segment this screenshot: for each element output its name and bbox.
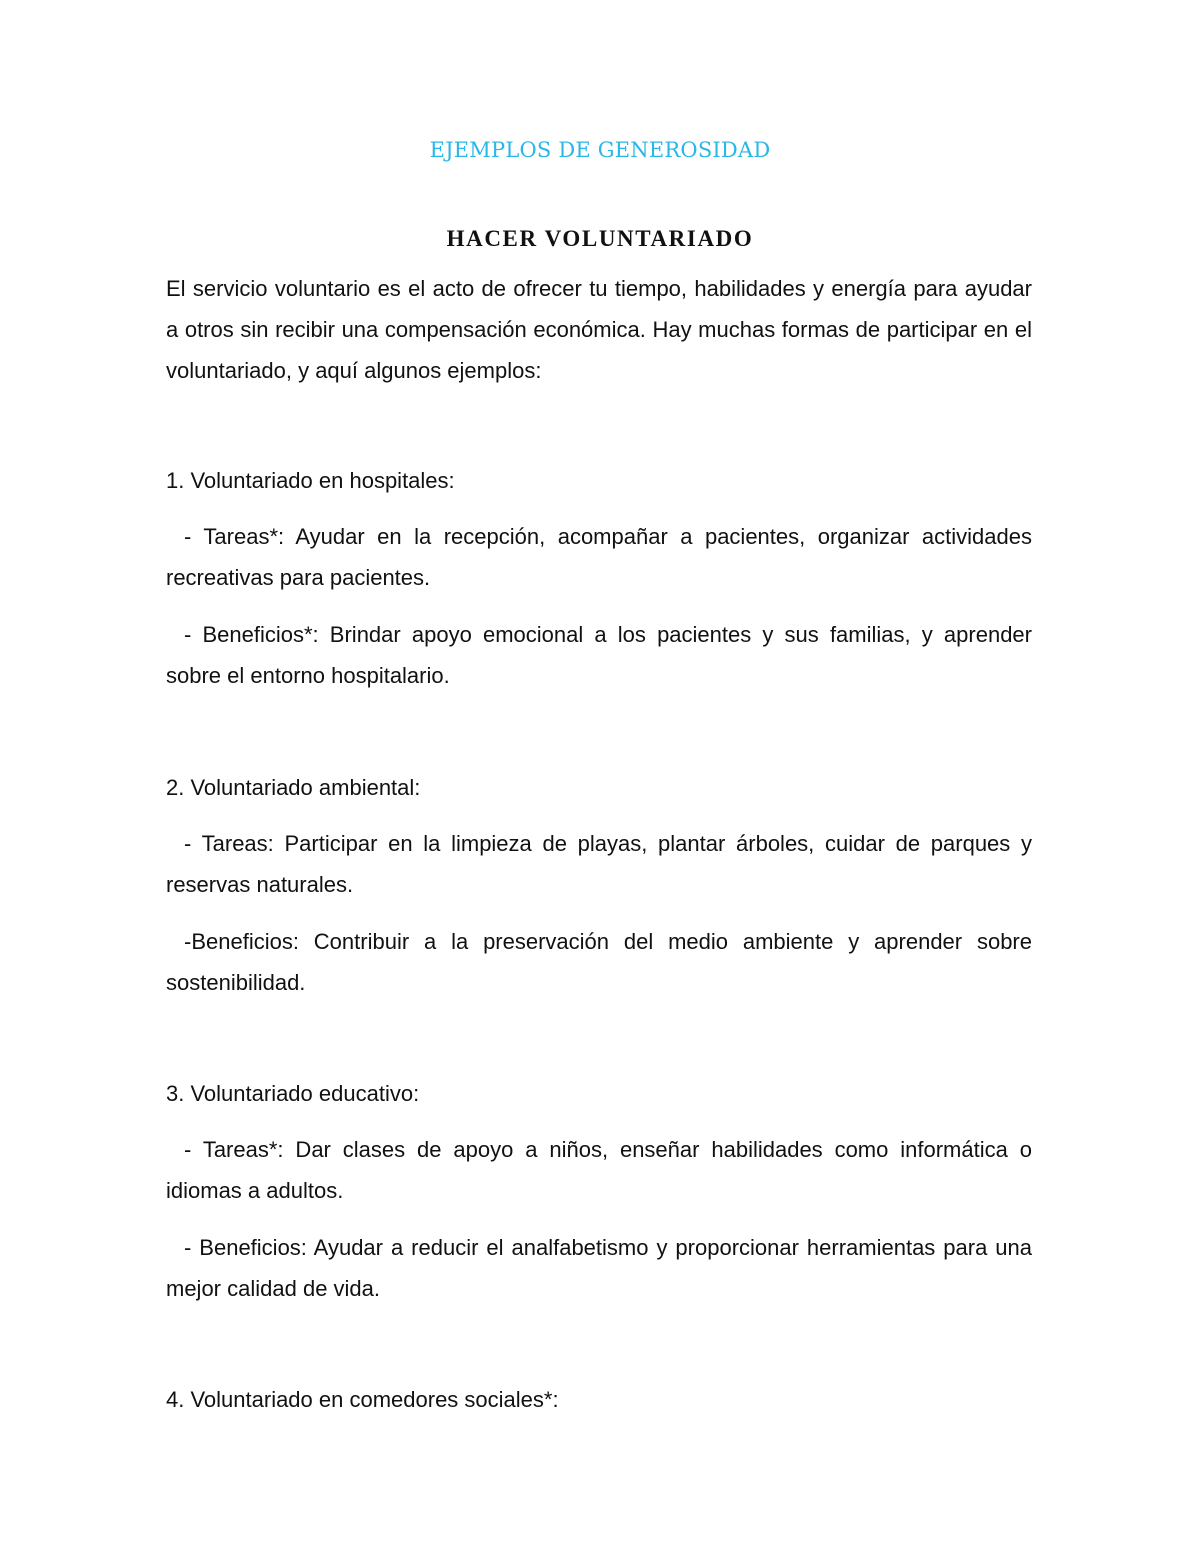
intro-paragraph: El servicio voluntario es el acto de ofrecer tu tiempo, habilidades y energía para ayudar a otros sin recibir una compensación económica. Hay muchas formas de participar en el voluntariado, y aquí algunos ejemplos: [166, 276, 1032, 383]
item-3-title: 3. Voluntariado educativo: [166, 1081, 420, 1106]
item-1-benefits: - Beneficios*: Brindar apoyo emocional a los pacientes y sus familias, y aprender sobre el entorno hospitalario. [166, 622, 1032, 688]
item-1-title: 1. Voluntariado en hospitales: [166, 468, 455, 493]
item-2-title: 2. Voluntariado ambiental: [166, 775, 421, 800]
item-3-benefits: - Beneficios: Ayudar a reducir el analfabetismo y proporcionar herramientas para una mejor calidad de vida. [166, 1235, 1032, 1301]
item-2-tasks: - Tareas: Participar en la limpieza de playas, plantar árboles, cuidar de parques y reservas naturales. [166, 831, 1032, 897]
item-1-tasks: - Tareas*: Ayudar en la recepción, acompañar a pacientes, organizar actividades recreativas para pacientes. [166, 524, 1032, 590]
item-4-title: 4. Voluntariado en comedores sociales*: [166, 1387, 559, 1412]
item-2-benefits: -Beneficios: Contribuir a la preservación del medio ambiente y aprender sobre sostenibilidad. [166, 929, 1032, 995]
document-title: EJEMPLOS DE GENEROSIDAD [429, 138, 771, 162]
item-3-tasks: - Tareas*: Dar clases de apoyo a niños, enseñar habilidades como informática o idiomas a adultos. [166, 1137, 1032, 1203]
section-heading: HACER VOLUNTARIADO [446, 226, 754, 251]
